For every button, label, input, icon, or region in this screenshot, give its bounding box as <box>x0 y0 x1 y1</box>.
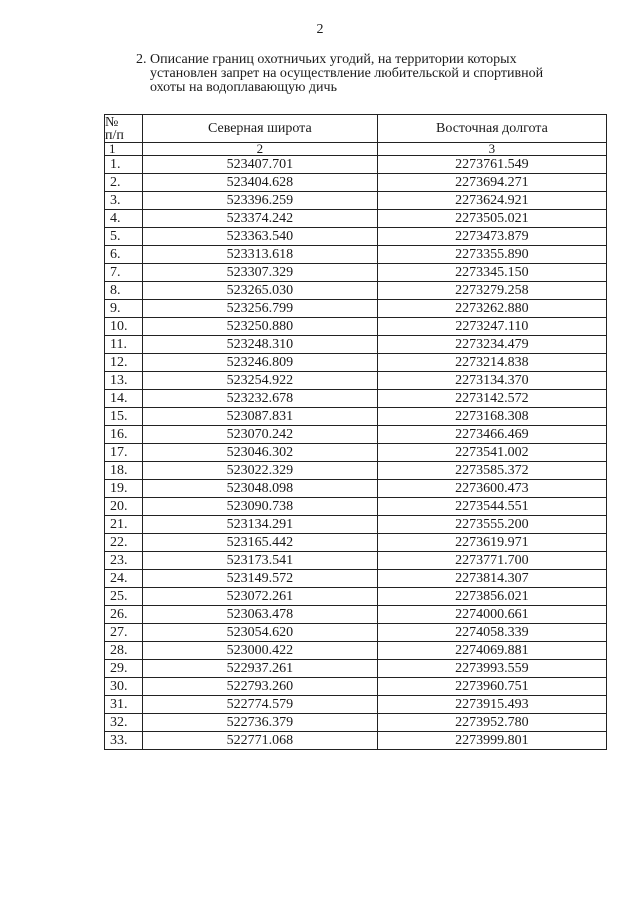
east-longitude-value: 2273279.258 <box>377 282 606 300</box>
east-longitude-value: 2273505.021 <box>377 210 606 228</box>
east-longitude-value: 2273555.200 <box>377 516 606 534</box>
north-latitude-value: 523363.540 <box>142 228 377 246</box>
table-row <box>105 228 607 246</box>
east-longitude-value: 2273355.890 <box>377 246 606 264</box>
north-latitude-value: 522774.579 <box>142 696 377 714</box>
table-row <box>105 354 607 372</box>
table-row <box>105 156 607 174</box>
east-longitude-value: 2273541.002 <box>377 444 606 462</box>
table-row <box>105 552 607 570</box>
row-number: 8. <box>105 282 143 300</box>
row-number: 22. <box>105 534 143 552</box>
east-longitude-value: 2273214.838 <box>377 354 606 372</box>
north-latitude-value: 523134.291 <box>142 516 377 534</box>
north-latitude-value: 522793.260 <box>142 678 377 696</box>
row-number: 33. <box>105 732 143 750</box>
east-longitude-value: 2273915.493 <box>377 696 606 714</box>
row-number: 23. <box>105 552 143 570</box>
table-row <box>105 300 607 318</box>
north-latitude-value: 523087.831 <box>142 408 377 426</box>
north-latitude-value: 523246.809 <box>142 354 377 372</box>
row-number: 13. <box>105 372 143 390</box>
row-number: 11. <box>105 336 143 354</box>
north-latitude-value: 523000.422 <box>142 642 377 660</box>
row-number: 31. <box>105 696 143 714</box>
east-longitude-value: 2273761.549 <box>377 156 606 174</box>
row-number: 10. <box>105 318 143 336</box>
north-latitude-value: 523250.880 <box>142 318 377 336</box>
table-header-row <box>105 115 607 143</box>
north-latitude-value: 523173.541 <box>142 552 377 570</box>
table-row <box>105 390 607 408</box>
table-row <box>105 642 607 660</box>
north-latitude-value: 523313.618 <box>142 246 377 264</box>
east-longitude-value: 2273960.751 <box>377 678 606 696</box>
table-row <box>105 498 607 516</box>
east-longitude-value: 2273694.271 <box>377 174 606 192</box>
row-number: 9. <box>105 300 143 318</box>
heading-line-3: охоты на водоплавающую дичь <box>150 80 337 95</box>
north-latitude-value: 523307.329 <box>142 264 377 282</box>
table-row <box>105 570 607 588</box>
north-latitude-value: 523048.098 <box>142 480 377 498</box>
north-latitude-value: 523149.572 <box>142 570 377 588</box>
table-row <box>105 336 607 354</box>
table-row <box>105 714 607 732</box>
row-number: 14. <box>105 390 143 408</box>
column-index-row <box>105 143 607 156</box>
north-latitude-value: 523090.738 <box>142 498 377 516</box>
east-longitude-value: 2274000.661 <box>377 606 606 624</box>
coordinates-table <box>104 114 607 750</box>
row-number: 30. <box>105 678 143 696</box>
row-number: 7. <box>105 264 143 282</box>
north-latitude-value: 523265.030 <box>142 282 377 300</box>
north-latitude-value: 523404.628 <box>142 174 377 192</box>
header-east-longitude: Восточная долгота <box>377 115 606 143</box>
east-longitude-value: 2273473.879 <box>377 228 606 246</box>
east-longitude-value: 2273262.880 <box>377 300 606 318</box>
east-longitude-value: 2273993.559 <box>377 660 606 678</box>
east-longitude-value: 2273345.150 <box>377 264 606 282</box>
north-latitude-value: 523070.242 <box>142 426 377 444</box>
table-row <box>105 516 607 534</box>
east-longitude-value: 2273234.479 <box>377 336 606 354</box>
north-latitude-value: 523396.259 <box>142 192 377 210</box>
north-latitude-value: 523232.678 <box>142 390 377 408</box>
east-longitude-value: 2273952.780 <box>377 714 606 732</box>
table-row <box>105 408 607 426</box>
table-row <box>105 174 607 192</box>
table-row <box>105 678 607 696</box>
table-row <box>105 588 607 606</box>
table-row <box>105 480 607 498</box>
heading-line-2: установлен запрет на осуществление любительской и спортивной <box>150 66 544 81</box>
row-number: 6. <box>105 246 143 264</box>
row-number: 24. <box>105 570 143 588</box>
east-longitude-value: 2273999.801 <box>377 732 606 750</box>
north-latitude-value: 523063.478 <box>142 606 377 624</box>
table-row <box>105 696 607 714</box>
north-latitude-value: 523254.922 <box>142 372 377 390</box>
header-north-latitude: Северная широта <box>142 115 377 143</box>
north-latitude-value: 523407.701 <box>142 156 377 174</box>
column-index: 1 <box>105 143 143 156</box>
east-longitude-value: 2273168.308 <box>377 408 606 426</box>
east-longitude-value: 2274058.339 <box>377 624 606 642</box>
table-row <box>105 534 607 552</box>
section-heading <box>136 53 596 95</box>
north-latitude-value: 522771.068 <box>142 732 377 750</box>
table-row <box>105 444 607 462</box>
east-longitude-value: 2273814.307 <box>377 570 606 588</box>
row-number: 12. <box>105 354 143 372</box>
east-longitude-value: 2273624.921 <box>377 192 606 210</box>
heading-line-1: 2. Описание границ охотничьих угодий, на территории которых <box>136 52 517 67</box>
row-number: 17. <box>105 444 143 462</box>
row-number: 32. <box>105 714 143 732</box>
row-number: 3. <box>105 192 143 210</box>
row-number: 28. <box>105 642 143 660</box>
east-longitude-value: 2273544.551 <box>377 498 606 516</box>
north-latitude-value: 523054.620 <box>142 624 377 642</box>
table-row <box>105 192 607 210</box>
east-longitude-value: 2273466.469 <box>377 426 606 444</box>
table-row <box>105 318 607 336</box>
table-row <box>105 606 607 624</box>
table-row <box>105 732 607 750</box>
header-number-abbrev: п/п <box>105 127 124 143</box>
row-number: 18. <box>105 462 143 480</box>
north-latitude-value: 523022.329 <box>142 462 377 480</box>
north-latitude-value: 523165.442 <box>142 534 377 552</box>
north-latitude-value: 523248.310 <box>142 336 377 354</box>
east-longitude-value: 2273600.473 <box>377 480 606 498</box>
east-longitude-value: 2273247.110 <box>377 318 606 336</box>
east-longitude-value: 2273771.700 <box>377 552 606 570</box>
table-row <box>105 426 607 444</box>
north-latitude-value: 523256.799 <box>142 300 377 318</box>
row-number: 4. <box>105 210 143 228</box>
column-index: 3 <box>377 143 606 156</box>
row-number: 1. <box>105 156 143 174</box>
table-row <box>105 264 607 282</box>
table-row <box>105 246 607 264</box>
north-latitude-value: 523072.261 <box>142 588 377 606</box>
table-row <box>105 660 607 678</box>
north-latitude-value: 522937.261 <box>142 660 377 678</box>
east-longitude-value: 2273142.572 <box>377 390 606 408</box>
north-latitude-value: 522736.379 <box>142 714 377 732</box>
row-number: 29. <box>105 660 143 678</box>
east-longitude-value: 2273134.370 <box>377 372 606 390</box>
east-longitude-value: 2273856.021 <box>377 588 606 606</box>
row-number: 19. <box>105 480 143 498</box>
row-number: 15. <box>105 408 143 426</box>
row-number: 5. <box>105 228 143 246</box>
row-number: 2. <box>105 174 143 192</box>
north-latitude-value: 523046.302 <box>142 444 377 462</box>
header-number <box>105 115 143 143</box>
table-row <box>105 372 607 390</box>
row-number: 21. <box>105 516 143 534</box>
east-longitude-value: 2274069.881 <box>377 642 606 660</box>
table-row <box>105 462 607 480</box>
row-number: 20. <box>105 498 143 516</box>
row-number: 16. <box>105 426 143 444</box>
table-row <box>105 210 607 228</box>
table-row <box>105 624 607 642</box>
row-number: 26. <box>105 606 143 624</box>
page-number: 2 <box>316 22 324 37</box>
east-longitude-value: 2273585.372 <box>377 462 606 480</box>
table-row <box>105 282 607 300</box>
header-number-symbol: № <box>105 114 119 130</box>
row-number: 25. <box>105 588 143 606</box>
north-latitude-value: 523374.242 <box>142 210 377 228</box>
column-index: 2 <box>142 143 377 156</box>
row-number: 27. <box>105 624 143 642</box>
east-longitude-value: 2273619.971 <box>377 534 606 552</box>
